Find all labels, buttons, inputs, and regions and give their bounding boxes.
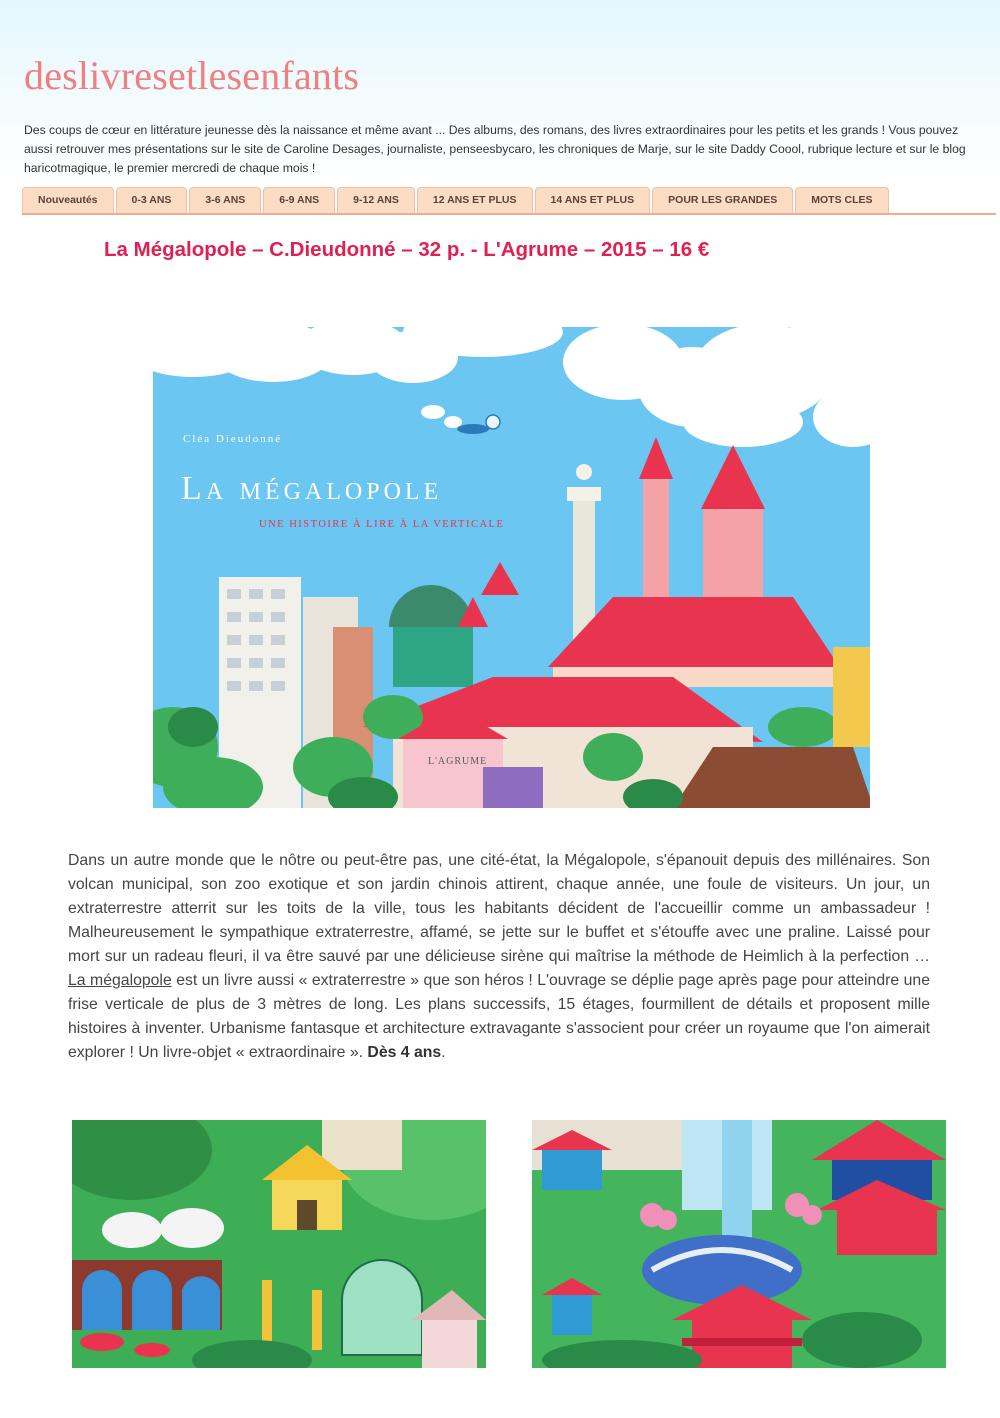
post-title: La Mégalopole – C.Dieudonné – 32 p. - L'Agrume – 2015 – 16 € bbox=[104, 238, 710, 261]
tab-6-9-ans[interactable]: 6-9 ANS bbox=[263, 187, 335, 213]
book-cover-image[interactable] bbox=[153, 327, 870, 808]
cover-subtitle: une histoire à lire à la verticale bbox=[259, 519, 505, 530]
tab-nouveautes[interactable]: Nouveautés bbox=[22, 187, 114, 213]
tab-9-12-ans[interactable]: 9-12 ANS bbox=[337, 187, 415, 213]
tab-14-ans-et-plus[interactable]: 14 ANS ET PLUS bbox=[535, 187, 651, 213]
nav-divider bbox=[22, 213, 996, 215]
book-link[interactable]: La mégalopole bbox=[68, 972, 172, 989]
cover-author: Cléa Dieudonné bbox=[183, 433, 283, 445]
tab-mots-cles[interactable]: MOTS CLES bbox=[795, 187, 888, 213]
illustration-zoo-image[interactable] bbox=[72, 1120, 486, 1368]
nav-tabs bbox=[22, 187, 891, 214]
blog-title[interactable]: deslivresetlesenfants bbox=[24, 53, 360, 98]
cover-book-title: La mégalopole bbox=[181, 470, 443, 507]
post-body: Dans un autre monde que le nôtre ou peut-être pas, une cité-état, la Mégalopole, s'épanouit depuis des millénaires. Son volcan municipal, son zoo exotique et son jardin chinois attirent, chaque année, une foule de visiteurs. Un jour, un extraterrestre atterrit sur les toits de la ville, tous les habitants décident de l'accueillir comme un ambassadeur ! Malheureusement le sympathique extraterrestre, affamé, se jette sur le buffet et s'étouffe avec une praline. Laissé pour mort sur un radeau fleuri, il va être sauvé par une délicieuse sirène qui maîtrise la méthode de Heimlich à la perfection … La mégalopole est un livre aussi « extraterrestre » que son héros ! L'ouvrage se déplie page après page pour atteindre une frise verticale de plus de 3 mètres de long. Les plans successifs, 15 étages, fourmillent de détails et proposent mille histoires à inventer. Urbanisme fantasque et architecture extravagante s'associent pour créer un royaume que l'on aimerait explorer ! Un livre-objet « extraordinaire ». Dès 4 ans. bbox=[68, 852, 930, 1061]
cover-publisher: L'AGRUME bbox=[428, 756, 488, 767]
tab-0-3-ans[interactable]: 0-3 ANS bbox=[116, 187, 188, 213]
blog-description: Des coups de cœur en littérature jeunesse dès la naissance et même avant ... Des albums, des romans, des livres extraordinaires pour les petits et les grands ! Vous pouvez aussi retrouver mes présentations sur le site de Caroline Desages, journaliste, penseesbycaro, les chroniques de Marje, sur le site Daddy Coool, rubrique lecture et sur le blog haricotmagique, le premier mercredi de chaque mois ! bbox=[24, 123, 966, 175]
tab-12-ans-et-plus[interactable]: 12 ANS ET PLUS bbox=[417, 187, 533, 213]
illustration-chinese-garden-image[interactable] bbox=[532, 1120, 946, 1368]
tab-3-6-ans[interactable]: 3-6 ANS bbox=[189, 187, 261, 213]
tab-pour-les-grandes[interactable]: POUR LES GRANDES bbox=[652, 187, 793, 213]
age-label: Dès 4 ans bbox=[367, 1044, 442, 1061]
